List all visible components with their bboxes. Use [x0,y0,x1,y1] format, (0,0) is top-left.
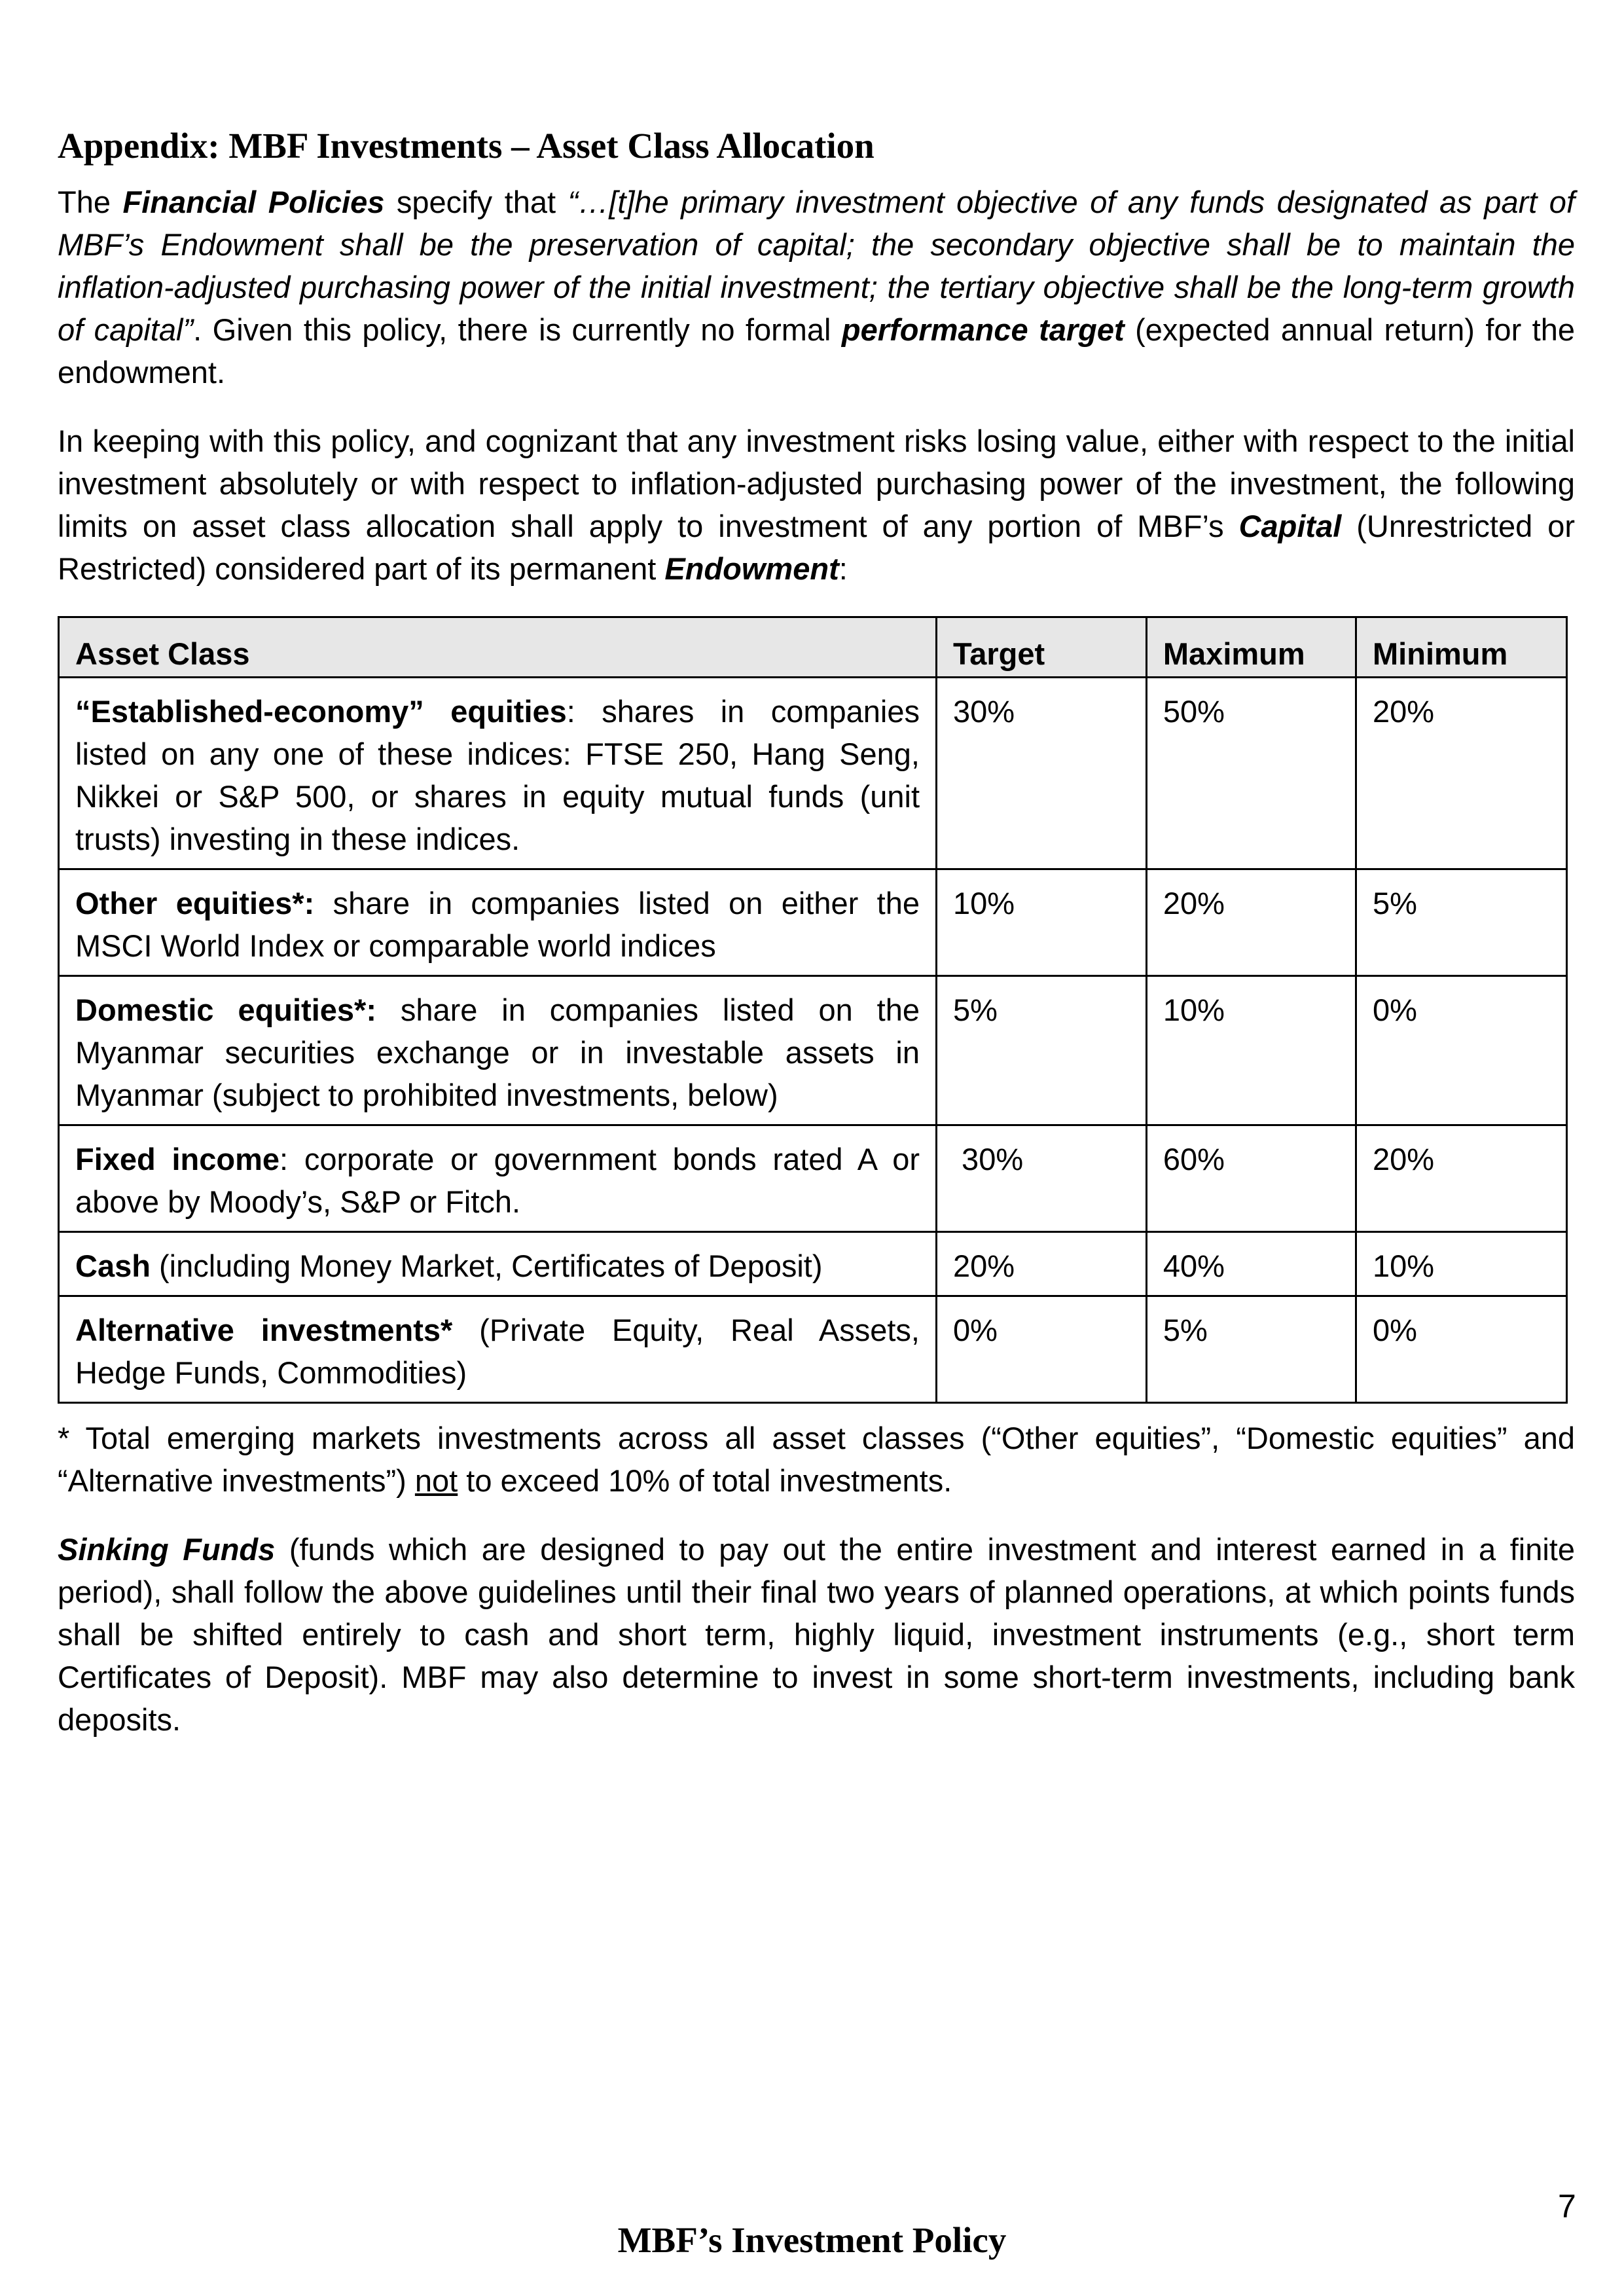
page-number: 7 [1558,2188,1576,2225]
target-cell: 5% [937,976,1147,1125]
maximum-cell: 5% [1146,1296,1356,1403]
text: : [839,551,848,586]
minimum-cell: 10% [1356,1232,1567,1296]
emerging-markets-footnote [58,1417,1575,1502]
maximum-cell: 20% [1146,869,1356,976]
asset-class-desc: (Private Equity, Real Assets, Hedge Funds, Commodities) [75,1313,920,1390]
endowment-term: Endowment [664,551,839,586]
sinking-funds-paragraph [58,1528,1575,1741]
allocation-limits-paragraph [58,420,1575,590]
asset-class-desc: share in companies listed on the Myanmar securities exchange or in investable assets in Myanmar (subject to prohibited investments, below) [75,993,920,1112]
header-asset-class: Asset Class [59,617,937,678]
policy-quote: “…[t]he primary investment objective of any funds designated as part of MBF’s Endowment shall be the preservation of capital; the secondary objective shall be to maintain the inflation-adjusted purchasing power of the initial investment; the tertiary objective shall be the long-term growth of capital” [58,185,1576,347]
target-cell: 30% [937,678,1147,869]
text: (Unrestricted or Restricted) considered part of its permanent [58,509,1576,586]
header-target: Target [937,617,1147,678]
financial-policies-term: Financial Policies [122,185,385,219]
financial-policies-paragraph [58,181,1575,393]
table-row [59,1125,1567,1232]
maximum-cell: 10% [1146,976,1356,1125]
maximum-cell: 60% [1146,1125,1356,1232]
maximum-cell: 40% [1146,1232,1356,1296]
table-row [59,1232,1567,1296]
maximum-cell: 50% [1146,678,1356,869]
asset-class-cell [59,869,937,976]
asset-allocation-table [58,616,1568,1404]
text: to exceed 10% of total investments. [458,1463,952,1498]
asset-class-cell [59,1296,937,1403]
header-maximum: Maximum [1146,617,1356,678]
minimum-cell: 20% [1356,678,1567,869]
sinking-funds-term: Sinking Funds [58,1532,276,1567]
target-cell: 20% [937,1232,1147,1296]
performance-target-term: performance target [841,312,1125,347]
target-cell: 0% [937,1296,1147,1403]
appendix-heading: Appendix: MBF Investments – Asset Class Allocation [58,126,875,166]
asset-class-cell [59,678,937,869]
page-content [58,124,1575,1767]
target-cell: 10% [937,869,1147,976]
asset-class-name: “Established-economy” equities [75,694,567,729]
table-row [59,1296,1567,1403]
table-row [59,678,1567,869]
text: . Given this policy, there is currently no formal [193,312,842,347]
asset-class-name: Fixed income [75,1142,280,1176]
asset-class-cell [59,1232,937,1296]
asset-class-name: Alternative investments* [75,1313,453,1347]
asset-class-cell [59,1125,937,1232]
text: (expected annual return) for the endowment. [58,312,1575,390]
asset-class-cell [59,976,937,1125]
text: In keeping with this policy, and cognizant that any investment risks losing value, either with respect to the initial investment absolutely or with respect to inflation-adjusted purchasing power of the investment, the following limits on asset class allocation shall apply to investment of any portion of MBF’s [58,424,1575,543]
asset-class-name: Other equities*: [75,886,315,920]
text: (funds which are designed to pay out the entire investment and interest earned in a finite period), shall follow the above guidelines until their final two years of planned operations, at which points funds shall be shifted entirely to cash and short term, highly liquid, investment instruments (e.g., short term Certificates of Deposit). MBF may also determine to invest in some short-term investments, including bank deposits. [58,1532,1575,1737]
text: The [58,185,123,219]
minimum-cell: 0% [1356,976,1567,1125]
target-cell: 30% [937,1125,1147,1232]
asset-class-desc: : shares in companies listed on any one of these indices: FTSE 250, Hang Seng, Nikkei or S&P 500, or shares in equity mutual funds (unit trusts) investing in these indices. [75,694,920,856]
header-minimum: Minimum [1356,617,1567,678]
asset-class-desc: : corporate or government bonds rated A or above by Moody’s, S&P or Fitch. [75,1142,920,1219]
table-header-row [59,617,1567,678]
asset-class-name: Domestic equities*: [75,993,376,1027]
minimum-cell: 20% [1356,1125,1567,1232]
asset-class-desc: share in companies listed on either the MSCI World Index or comparable world indices [75,886,920,963]
asset-class-desc: (including Money Market, Certificates of Deposit) [150,1248,823,1283]
minimum-cell: 0% [1356,1296,1567,1403]
table-row [59,869,1567,976]
asset-class-name: Cash [75,1248,151,1283]
text: * Total emerging markets investments across all asset classes (“Other equities”, “Domestic equities” and “Alternative investments”) [58,1421,1575,1498]
capital-term: Capital [1238,509,1342,543]
minimum-cell: 5% [1356,869,1567,976]
footer-title: MBF’s Investment Policy [617,2220,1007,2260]
table-row [59,976,1567,1125]
text: specify that [384,185,568,219]
not-emphasis: not [414,1463,458,1498]
